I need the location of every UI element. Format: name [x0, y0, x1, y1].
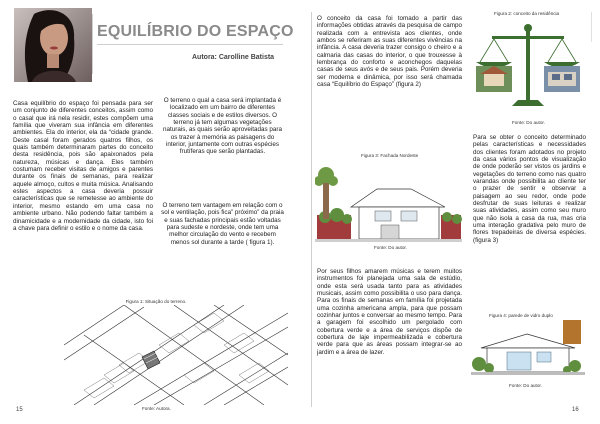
facade-figure: [315, 159, 462, 244]
concept-scale-drawing: [472, 18, 584, 118]
figure4-caption: Figura 4: parede de vidro duplo: [489, 313, 553, 318]
figure4-source: Fonte: Do autor.: [509, 383, 542, 388]
facade-drawing: [315, 159, 462, 244]
viewpoints-paragraph: Para se obter o conceito determinado pelas características e necessidades dos clientes foram adotados no projeto da casa vários pontos de visualização de onde poderão ser vistos os jardins e vegetações do terreno como nas quatro varandas onde possibilita ao cliente ter o prazer de sentir e observar a paisagem ao seu redor, onde pode desfrutar de suas leituras e realizar suas atividades, assim como seu muro que não isola a casa da rua, mas cria uma interação gradativa pelo muro de flores trepadeiras de diversa espécies. (figura 3): [473, 134, 586, 244]
article-author: Autora: Carolline Batista: [192, 54, 275, 61]
concept-figure: [472, 18, 584, 118]
terrain-paragraph: O terreno o qual a casa será implantada é localizado em um bairro de diferentes classes sociais e de estilos diversos. O terreno já tem algumas vegetações naturais, as quais serão aproveitadas para os trazer à memória as paisagens do interior, juntamente com outras espécies frutíferas que serão plantadas.: [162, 97, 282, 156]
page-number-right: 16: [572, 407, 579, 413]
sun-ventilation-paragraph: O terreno tem vantagem em relação com o sol e ventilação, pois fica” próximo” da praia e suas fachadas principais estão voltadas para sudeste e nordeste, onde tem uma melhor circulação do vento e recebem menos sol durante a tarde ( figura 1).: [161, 202, 284, 246]
page-number-left: 15: [16, 407, 23, 413]
glass-wall-drawing: [471, 320, 585, 382]
author-photo-image: [14, 8, 92, 82]
figure1-caption: Figura 1: Situação do terreno.: [125, 299, 187, 304]
article-title: EQUILÍBRIO DO ESPAÇO: [97, 23, 294, 40]
figure2-caption: Figura 2: conceito da residência: [494, 11, 560, 16]
site-plan-drawing: [64, 305, 288, 405]
figure3-caption: Figura 3: Fachada Nordeste: [361, 153, 419, 158]
intro-paragraph: Casa equilíbrio do espaço foi pensada para ser um conjunto de diferentes conceitos, assim como o casal que irá nela residir, estes compõem uma família que viveram sua infância em diferentes ambientes. Ela do interior, ela da “cidade grande. Deste casal foram gerados quatros filhos, os quais também determinaram partes do conceito desta residência, pois são apaixonados pela natureza, músicas e dança. Eles também costumam receber visitas de amigos e parentes durante os finais de semanas, para realizar aquele almoço, cultos e muita música. Analisando estes aspectos a casa deveria possuir características que se remetesse ao ambiente do interior, mesmo estando em uma casa no ambiente urbano. Não podendo faltar também a dinamicidade e a modernidade da cidade, isto foi a chave para definir o estilo e o nome da casa.: [13, 100, 153, 232]
concept-paragraph: O conceito da casa foi tomado a partir das informações obtidas através da pesquisa de campo realizada com a entrevista aos clientes, onde ambos se referiram as suas diferentes vivências na infância. A casa deveria trazer consigo o cheiro e a calmaria das casas do interior, o que trouxesse à lembrança do conforto e aconchegos daquelas casas de seus avós e de seus pais. Porém deveria ser moderna e dinâmica, por isso será chamada casa “Equilíbrio do Espaço” (figura 2): [317, 15, 462, 89]
figure3-source: Fonte: Do autor.: [374, 245, 407, 250]
figure2-source: Fonte: Do autor.: [512, 120, 545, 125]
figure1-source: Fonte: Autora.: [142, 406, 171, 411]
site-plan-figure: [64, 305, 288, 405]
glass-wall-figure: [471, 320, 585, 382]
author-photo: [14, 8, 92, 82]
family-spaces-paragraph: Por seus filhos amarem músicas e terem muitos instrumentos foi planejada uma sala de estúdio, onde esta será usada tanto para as atividades musicais, assim como possibilita o uso para dança. Para os finais de semanas em família foi projetada uma cozinha americana ampla, para que possam cozinhar juntos e conversar ao mesmo tempo. Para a garagem foi escolhido um pergolado com cobertura verde e a área de serviços dispõe de cobertura de laje impermeabilizada e cobertura verde para que as áreas possam integrar-se ao jardim e a área de lazer.: [317, 268, 462, 356]
